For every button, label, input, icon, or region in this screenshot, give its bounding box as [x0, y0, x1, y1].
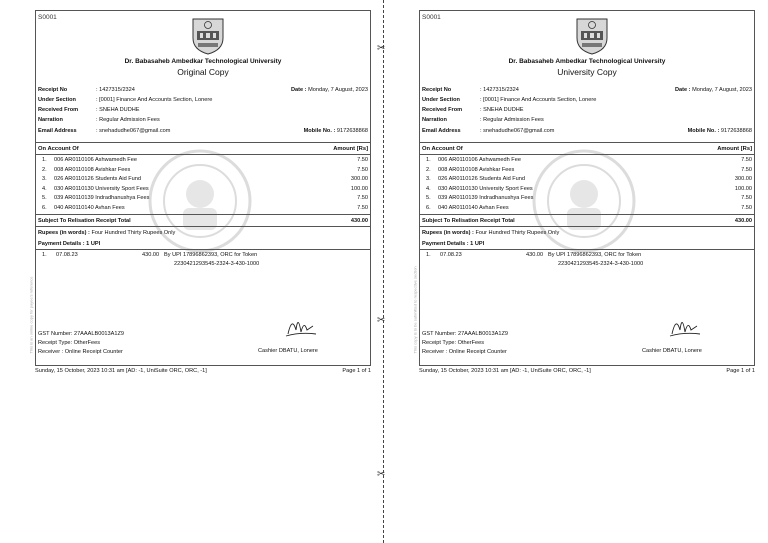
narration-row	[422, 116, 752, 125]
account-header: On Account Of	[38, 146, 79, 152]
fee-item-amount: 300.00	[350, 176, 368, 183]
print-footer	[419, 368, 755, 374]
email-value: : snehadudhe067@gmail.com	[96, 128, 171, 134]
fee-item-amount: 7.50	[357, 157, 368, 163]
fee-item-amount: 7.50	[741, 157, 752, 163]
receipt-no-value: : 1427315/2324	[96, 87, 135, 93]
fee-item-row	[422, 204, 752, 213]
printed-on: Sunday, 15 October, 2023 10:31 am [AD: -1, UniSuite ORC, ORC, -1]	[35, 368, 207, 374]
under-section-row	[422, 96, 752, 105]
email-label: Email Address	[38, 128, 77, 134]
fee-item-row	[38, 204, 368, 213]
fee-item-num: 6.	[42, 205, 47, 211]
payment-details-label: Payment Details : 1 UPI	[422, 241, 485, 247]
receiver: Receiver : Online Receipt Counter	[422, 349, 507, 355]
total-label: Subject To Relisation Receipt Total	[38, 218, 131, 224]
payment-text: By UPI 17896862393, ORC for Token	[164, 252, 258, 258]
receipt-copy-original	[25, 6, 371, 374]
words-text: Four Hundred Thirty Rupees Only	[91, 230, 176, 236]
date-label: Date :	[290, 87, 307, 93]
email-label: Email Address	[422, 128, 461, 134]
fee-item-num: 2.	[42, 166, 47, 173]
divider	[419, 214, 755, 215]
total-row	[422, 218, 752, 224]
side-note	[26, 26, 32, 356]
page-number: Page 1 of 1	[726, 368, 755, 374]
total-amount: 430.00	[734, 218, 752, 224]
fee-item-desc: 040 AR0110140 Avhan Fees	[54, 205, 125, 211]
gst-number: GST Number: 27AAALB0013A1Z9	[422, 331, 509, 337]
divider	[35, 226, 371, 227]
amount-header: Amount [Rs]	[333, 146, 368, 152]
receipt-no-label: Receipt No	[422, 87, 452, 93]
date-text: Monday, 7 August, 2023	[308, 87, 368, 93]
narration-value: : Regular Admission Fees	[96, 117, 160, 123]
under-section-row	[38, 96, 368, 105]
payment-text: By UPI 17896862393, ORC for Token	[548, 252, 642, 258]
payment-num: 1.	[42, 252, 47, 258]
cashier: Cashier DBATU, Lonere	[258, 348, 318, 354]
university-logo	[573, 16, 611, 56]
receipt-type: Receipt Type: OtherFees	[38, 340, 101, 346]
total-label: Subject To Relisation Receipt Total	[422, 218, 515, 224]
fee-item-amount: 300.00	[734, 176, 752, 183]
date-label: Date :	[674, 87, 691, 93]
fee-item-row	[422, 175, 752, 184]
mobile-text: 9172638868	[336, 128, 368, 134]
fee-item-amount: 7.50	[741, 205, 752, 211]
total-row	[38, 218, 368, 224]
fee-item-desc: 006 AR0110106 Ashwamedh Fee	[438, 157, 521, 163]
amount-header: Amount [Rs]	[717, 146, 752, 152]
serial-number: S0001	[422, 14, 441, 21]
fee-item-num: 4.	[42, 185, 47, 192]
narration-value: : Regular Admission Fees	[480, 117, 544, 123]
gst-number: GST Number: 27AAALB0013A1Z9	[38, 331, 125, 337]
divider	[419, 142, 755, 143]
fee-item-num: 5.	[426, 195, 431, 202]
under-section-label: Under Section	[38, 97, 76, 103]
fee-item-num: 1.	[42, 157, 47, 163]
fee-item-row	[422, 194, 752, 203]
fee-item-row	[38, 185, 368, 194]
signature	[664, 310, 704, 340]
divider	[35, 214, 371, 215]
side-note-text: This is an online copy for payee's reference	[28, 276, 34, 354]
receipt-no-value: : 1427315/2324	[480, 87, 519, 93]
email-value: : snehadudhe067@gmail.com	[480, 128, 555, 134]
divider	[35, 142, 371, 143]
divider	[419, 249, 755, 250]
serial-number: S0001	[38, 14, 57, 21]
fee-item-num: 5.	[42, 195, 47, 202]
fee-item-desc: 026 AR0110126 Students Aid Fund	[54, 176, 141, 183]
fee-item-num: 3.	[426, 176, 431, 183]
divider	[419, 226, 755, 227]
received-from-label: Received From	[422, 107, 463, 113]
under-section-value: : [0001] Finance And Accounts Section, Lonere	[480, 97, 597, 103]
fee-item-amount: 7.50	[357, 205, 368, 211]
fee-item-row	[38, 175, 368, 184]
received-from-value: : SNEHA DUDHE	[96, 107, 140, 113]
under-section-value: : [0001] Finance And Accounts Section, Lonere	[96, 97, 213, 103]
receiver: Receiver : Online Receipt Counter	[38, 349, 123, 355]
words-text: Four Hundred Thirty Rupees Only	[475, 230, 560, 236]
fee-item-desc: 026 AR0110126 Students Aid Fund	[438, 176, 525, 183]
side-note	[410, 26, 416, 356]
date-value	[291, 86, 368, 95]
fee-item-num: 6.	[426, 205, 431, 211]
words-label: Rupees (in words) :	[38, 230, 90, 236]
scissor-icon: ✂	[377, 43, 386, 54]
fee-item-amount: 7.50	[357, 195, 368, 202]
table-header	[422, 146, 752, 152]
fee-item-num: 2.	[426, 166, 431, 173]
mobile-value	[304, 127, 368, 136]
side-note-text: This copy is to be submitted to respective section	[412, 266, 418, 354]
account-header: On Account Of	[422, 146, 463, 152]
fee-item-amount: 7.50	[357, 166, 368, 173]
fee-item-num: 1.	[426, 157, 431, 163]
fee-item-desc: 040 AR0110140 Avhan Fees	[438, 205, 509, 211]
fee-item-row	[38, 166, 368, 175]
fee-item-num: 4.	[426, 185, 431, 192]
copy-title: Original Copy	[177, 67, 229, 77]
receipt-copy-university	[409, 6, 755, 374]
date-text: Monday, 7 August, 2023	[692, 87, 752, 93]
payment-amount: 430.00	[142, 252, 160, 258]
fee-item-desc: 030 AR0110130 University Sport Fees	[438, 185, 533, 192]
page-number: Page 1 of 1	[342, 368, 371, 374]
university-name: Dr. Babasaheb Ambedkar Technological University	[508, 58, 666, 65]
cut-line	[383, 0, 384, 543]
receipt-no-row	[38, 86, 368, 95]
payment-num: 1.	[426, 252, 431, 258]
payment-details-label: Payment Details : 1 UPI	[38, 241, 101, 247]
received-from-value: : SNEHA DUDHE	[480, 107, 524, 113]
fee-item-desc: 006 AR0110106 Ashwamedh Fee	[54, 157, 137, 163]
divider	[419, 154, 755, 155]
receipt-type: Receipt Type: OtherFees	[422, 340, 485, 346]
narration-label: Narration	[38, 117, 63, 123]
fee-item-row	[422, 185, 752, 194]
payment-token: 2230421293545-2324-3-430-1000	[174, 261, 260, 267]
fee-item-amount: 100.00	[350, 185, 368, 192]
payment-token: 2230421293545-2324-3-430-1000	[558, 261, 644, 267]
scissor-icon: ✂	[377, 469, 386, 480]
scissor-icon: ✂	[377, 315, 386, 326]
email-row	[38, 127, 368, 136]
mobile-value	[688, 127, 752, 136]
words-label: Rupees (in words) :	[422, 230, 474, 236]
fee-item-row	[38, 156, 368, 165]
fee-item-desc: 039 AR0110139 Indradhanushya Fees	[438, 195, 534, 202]
fee-item-amount: 7.50	[741, 195, 752, 202]
payment-date: 07.08.23	[440, 252, 462, 258]
university-name: Dr. Babasaheb Ambedkar Technological University	[124, 58, 282, 65]
email-row	[422, 127, 752, 136]
divider	[35, 154, 371, 155]
under-section-label: Under Section	[422, 97, 460, 103]
printed-on: Sunday, 15 October, 2023 10:31 am [AD: -1, UniSuite ORC, ORC, -1]	[419, 368, 591, 374]
amount-in-words	[422, 230, 559, 236]
receipt-no-row	[422, 86, 752, 95]
received-from-label: Received From	[38, 107, 79, 113]
cashier: Cashier DBATU, Lonere	[642, 348, 702, 354]
amount-in-words	[38, 230, 175, 236]
fee-item-desc: 008 AR0110108 Avishkar Fees	[54, 166, 131, 173]
mobile-label: Mobile No. :	[303, 128, 336, 134]
copy-title: University Copy	[557, 67, 617, 77]
mobile-text: 9172638868	[720, 128, 752, 134]
fee-item-amount: 100.00	[734, 185, 752, 192]
signature	[280, 310, 320, 340]
fee-item-desc: 030 AR0110130 University Sport Fees	[54, 185, 149, 192]
fee-item-num: 3.	[42, 176, 47, 183]
divider	[35, 249, 371, 250]
fee-item-row	[38, 194, 368, 203]
print-footer	[35, 368, 371, 374]
narration-row	[38, 116, 368, 125]
received-from-row	[38, 106, 368, 115]
mobile-label: Mobile No. :	[687, 128, 720, 134]
table-header	[38, 146, 368, 152]
fee-item-desc: 039 AR0110139 Indradhanushya Fees	[54, 195, 150, 202]
university-logo	[189, 16, 227, 56]
fee-item-row	[422, 156, 752, 165]
payment-date: 07.08.23	[56, 252, 78, 258]
fee-item-desc: 008 AR0110108 Avishkar Fees	[438, 166, 515, 173]
narration-label: Narration	[422, 117, 447, 123]
fee-item-row	[422, 166, 752, 175]
receipt-no-label: Receipt No	[38, 87, 68, 93]
total-amount: 430.00	[350, 218, 368, 224]
date-value	[675, 86, 752, 95]
payment-amount: 430.00	[526, 252, 544, 258]
fee-item-amount: 7.50	[741, 166, 752, 173]
received-from-row	[422, 106, 752, 115]
